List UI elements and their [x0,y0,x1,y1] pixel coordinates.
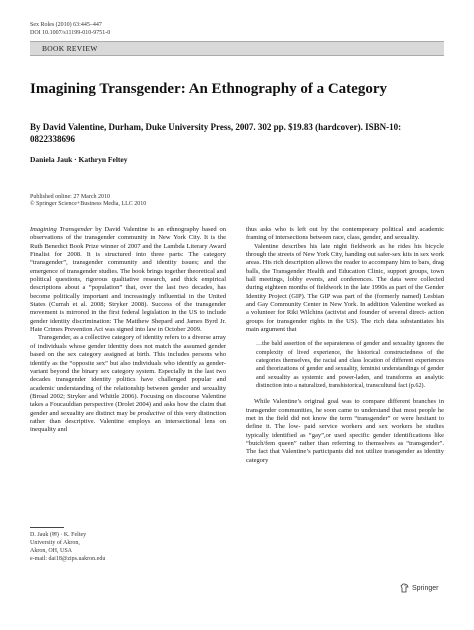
copyright-notice: © Springer Science+Business Media, LLC 2010 [30,201,147,207]
springer-horse-icon [400,583,409,593]
publisher-logo [400,583,438,593]
publisher-name: Springer [412,584,439,592]
affiliation-university: University of Akron, [30,540,80,546]
book-citation: By David Valentine, Durham, Duke University Press, 2007. 302 pp. $19.83 (hardcover). ISBN-10: 0822338696 [30,122,402,144]
left-column [30,226,226,435]
article-authors: Daniela Jauk · Kathryn Feltey [30,155,128,164]
paragraph: Transgender, as a collective category of identity refers to a diverse array of individuals whose gender identity does not match the assumed gender based on the sex category assigned at birth. This includes persons who identify as the “opposite sex” but also individuals who identify as gender-variant beyond the binary sex category system. Especially in the last two decades transgender identity politics have challenged popular and academic understanding of the relationship between gender and sexuality (Broad 2002; Stryker and Whittle 2006). Focusing on discourse Valentine takes a Foucauldian perspective (Drolet 2004) and asks how the claim that gender and sexuality are distinct may be productive of this very distinction rather than descriptive. Valentine employs an intersectional lens on inequality and [30,334,226,434]
affiliation-email[interactable]: e-mail: dai18@zips.uakron.edu [30,556,106,562]
doi-line[interactable]: DOI 10.1007/s11199-010-9751-0 [30,30,111,36]
journal-reference: Sex Roles (2010) 63:445–447 [30,22,102,28]
section-banner [30,41,444,56]
section-label: BOOK REVIEW [42,44,98,53]
affiliation-location: Akron, OH, USA [30,548,72,554]
right-column [246,226,444,465]
paragraph: While Valentine’s original goal was to compare different branches in transgender communities, he soon came to understand that most people he met in the field did not know the term “transgender” or were hesitant to define it. The low- paid service workers and sex workers he studies typically identified as “gay”,or used specific gender identifications like “butch/fem queen” rather than referring to themselves as “transgender”. The fact that Valentine’s participants did not utilize transgender as identity category [246,398,444,464]
author-affiliation [30,531,105,563]
publication-date: Published online: 27 March 2010 [30,194,110,200]
paragraph: Imagining Transgender by David Valentine is an ethnography based on observations of the transgender community in New York City. It is the Ruth Benedict Book Prize winner of 2007 and the Lambda Literary Award Finalist for 2008. It is structured into three parts: The category “transgender”, transgender community and identity issues; and the emergence of transgender studies. The book brings together theoretical and political questions, rigorous qualitative research, and thick empirical descriptions about a “population” that, over the last two decades, has become politically important and increasingly influential in the United States (Currah et al. 2008; Stryker 2008). Success of the transgender movement is mirrored in the first federal legislation in the US to include gender identity discrimination: The Matthew Shepard and James Byrd Jr. Hate Crimes Prevention Act was signed into law in October 2009. [30,226,226,334]
paragraph: thus asks who is left out by the contemporary political and academic framing of intersections between race, class, gender, and sexuality. [246,226,444,242]
paragraph: Valentine describes his late night fieldwork as he rides his bicycle through the streets of New York City, handing out safer-sex kits in sex work areas. His rich description allows the reader to accompany him to bars, drag balls, the Transgender Health and Education Clinic, support groups, town hall meetings, lobby events, and conferences. The data were collected during eighteen months of fieldwork in the late 1990s as part of the Gender Identity Project (GIP). The GIP was part of the (formerly named) Lesbian and Gay Community Center in New York. In addition Valentine worked as a volunteer for Riki Wilchins (activist and founder of several direct- action groups for transgender rights in the US). The rich data substantiates his main argument that [246,242,444,334]
article-title: Imagining Transgender: An Ethnography of a Category [30,81,387,97]
affiliation-names: D. Jauk (✉) · K. Feltey [30,532,87,538]
footnote-rule [30,527,64,528]
block-quote: …the bald assertion of the separateness of gender and sexuality ignores the complexity of lived experience, the historical constructedness of the categories themselves, the racial and class location of different experiences and theorizations of gender and sexuality, feminist understandings of gender and sexuality as systemic and power-laden, and transforms an analytic distinction into a naturalized, transhistorical, transcultural fact (p.62). [256,341,444,389]
